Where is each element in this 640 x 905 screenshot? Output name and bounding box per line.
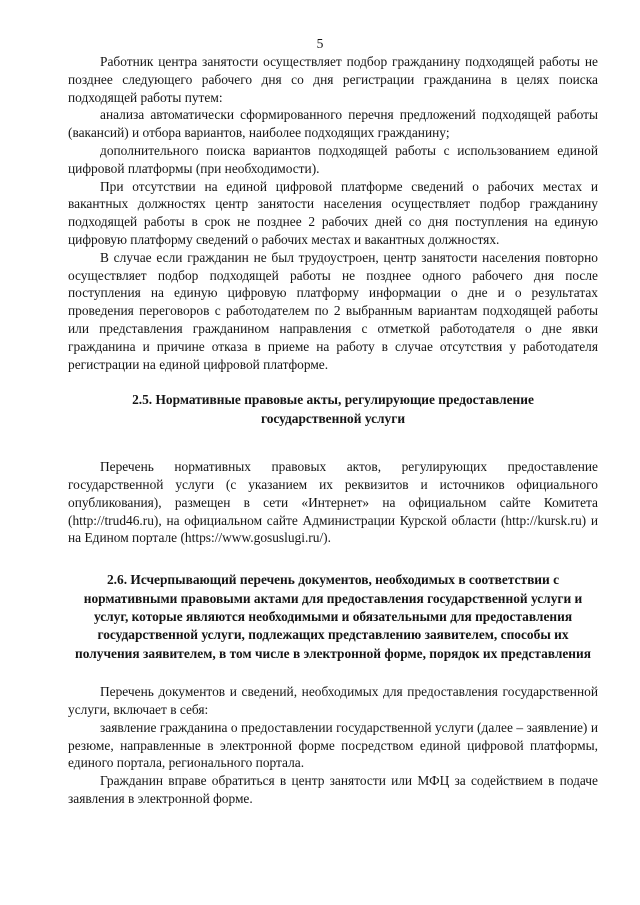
paragraph-no-vacancies: При отсутствии на единой цифровой платформе сведений о рабочих местах и вакантных должностях центр занятости населения осуществляет подбор гражданину подходящей работы в срок не позднее 2 рабочих дней со дня поступления на единую цифровую платформу сведений о рабочих местах и вакантных должностях. [68, 178, 598, 247]
section-2-5-heading [68, 391, 598, 428]
paragraph-mfc-assistance: Гражданин вправе обратиться в центр занятости или МФЦ за содействием в подаче заявления в электронной форме. [68, 773, 598, 806]
paragraph-auto-analysis: анализа автоматически сформированного перечня предложений подходящей работы (вакансий) и отбора вариантов, наиболее подходящих гражданину; [68, 107, 598, 141]
paragraph-documents-list: Перечень документов и сведений, необходимых для предоставления государственной услуги, включает в себя: [68, 684, 598, 717]
paragraph-selection-intro: Работник центра занятости осуществляет подбор гражданину подходящей работы не позднее следующего рабочего дня со дня регистрации гражданина в целях поиска подходящей работы путем: [68, 54, 598, 105]
page-number: 5 [316, 36, 324, 51]
paragraph-additional-search: дополнительного поиска вариантов подходящей работы с использованием единой цифровой платформы (при необходимости). [68, 142, 598, 176]
paragraph-application: заявление гражданина о предоставлении государственной услуги (далее – заявление) и резюме, направленные в электронной форме посредством единой цифровой платформы, единого портала, регионального портала. [68, 719, 598, 771]
document-body [68, 53, 598, 808]
paragraph-repeat-selection: В случае если гражданин не был трудоустроен, центр занятости населения повторно осуществляет подбор подходящей работы не позднее одного рабочего дня после поступления на единую цифровую платформу информации о дне и о результатах проведения переговоров с работодателем по 2 выбранным вариантам подходящей работы или представления гражданином направления с отметкой работодателя о дне явки гражданина и причине отказа в приеме на работу в случае отсутствия у работодателя регистрации на единой цифровой платформе. [68, 249, 598, 372]
section-2-6-heading: 2.6. Исчерпывающий перечень документов, необходимых в соответствии с нормативными правовыми актами для предоставления государственной услуги и услуг, которые являются необходимыми и обязательными для предоставления государственной услуги, подлежащих представлению заявителем, способы их получения заявителем, в том числе в электронной форме, порядок их представления [75, 572, 591, 661]
paragraph-legal-acts: Перечень нормативных правовых актов, регулирующих предоставление государственной услуги (с указанием их реквизитов и источников официального опубликования), размещен в сети «Интернет» на официальном сайте Комитета (http://trud46.ru), на официальном сайте Администрации Курской области (http://kursk.ru) и на Едином портале (https://www.gosuslugi.ru/). [68, 459, 598, 546]
section-2-5-heading-line-1: 2.5. Нормативные правовые акты, регулирующие предоставление [132, 392, 534, 408]
section-2-5-heading-line-2: государственной услуги [260, 410, 406, 426]
